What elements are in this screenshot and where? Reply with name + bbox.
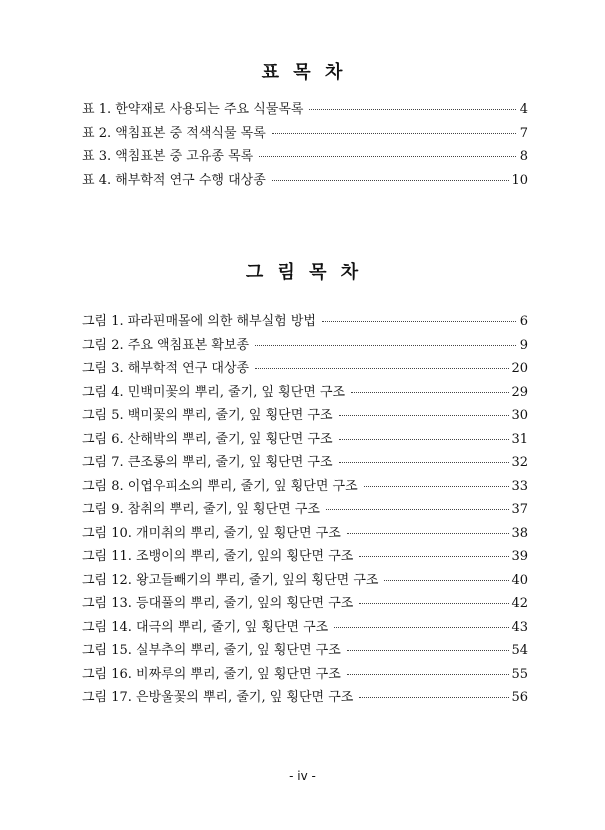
toc-entry-label: 그림 4. 민백미꽃의 뿌리, 줄기, 잎 횡단면 구조 bbox=[82, 384, 346, 400]
toc-entry-label: 표 3. 액침표본 중 고유종 목록 bbox=[82, 149, 254, 164]
toc-entry-label: 그림 3. 해부학적 연구 대상종 bbox=[82, 361, 250, 376]
figures-toc-list bbox=[82, 310, 528, 710]
toc-entry-figure-3[interactable] bbox=[82, 357, 528, 381]
toc-entry-label: 그림 12. 왕고들빼기의 뿌리, 줄기, 잎의 횡단면 구조 bbox=[82, 572, 379, 588]
toc-entry-page: 39 bbox=[511, 549, 528, 564]
toc-entry-page: 43 bbox=[511, 619, 528, 635]
dot-leader bbox=[255, 367, 509, 369]
toc-entry-table-2[interactable] bbox=[82, 122, 528, 146]
toc-entry-label: 그림 17. 은방울꽃의 뿌리, 줄기, 잎 횡단면 구조 bbox=[82, 690, 354, 705]
dot-leader bbox=[347, 673, 510, 675]
toc-entry-label: 그림 1. 파라핀매몰에 의한 해부실험 방법 bbox=[82, 314, 316, 329]
toc-entry-label: 그림 5. 백미꽃의 뿌리, 줄기, 잎 횡단면 구조 bbox=[82, 408, 333, 423]
toc-entry-figure-12[interactable] bbox=[82, 569, 528, 593]
dot-leader bbox=[347, 532, 510, 534]
toc-entry-page: 6 bbox=[519, 314, 528, 329]
dot-leader bbox=[322, 320, 516, 322]
dot-leader bbox=[326, 508, 509, 510]
toc-entry-figure-2[interactable] bbox=[82, 334, 528, 358]
dot-leader bbox=[334, 626, 509, 628]
dot-leader bbox=[272, 132, 516, 134]
dot-leader bbox=[259, 155, 516, 157]
toc-entry-page: 40 bbox=[511, 572, 528, 588]
toc-entry-page: 30 bbox=[511, 408, 528, 423]
figures-toc-heading: 그 림 목 차 bbox=[245, 262, 360, 283]
toc-entry-page: 33 bbox=[511, 478, 528, 494]
toc-entry-page: 55 bbox=[511, 666, 528, 682]
toc-entry-figure-10[interactable] bbox=[82, 522, 528, 546]
dot-leader bbox=[359, 602, 509, 604]
toc-entry-label: 그림 2. 주요 액침표본 확보종 bbox=[82, 337, 250, 353]
toc-entry-figure-15[interactable] bbox=[82, 639, 528, 663]
toc-entry-page: 8 bbox=[519, 149, 528, 164]
dot-leader bbox=[255, 344, 516, 346]
toc-entry-figure-7[interactable] bbox=[82, 451, 528, 475]
toc-entry-page: 54 bbox=[511, 643, 528, 658]
dot-leader bbox=[339, 414, 510, 416]
toc-entry-label: 그림 8. 이엽우피소의 뿌리, 줄기, 잎 횡단면 구조 bbox=[82, 478, 358, 494]
toc-entry-figure-16[interactable] bbox=[82, 663, 528, 687]
toc-entry-page: 56 bbox=[511, 690, 528, 705]
toc-entry-page: 37 bbox=[511, 502, 528, 517]
tables-toc-heading: 표 목 차 bbox=[261, 62, 344, 83]
tables-toc-list bbox=[82, 98, 528, 192]
dot-leader bbox=[339, 461, 510, 463]
page-number: - iv - bbox=[289, 769, 316, 783]
toc-entry-page: 4 bbox=[519, 102, 528, 117]
toc-entry-figure-4[interactable] bbox=[82, 381, 528, 405]
toc-entry-figure-6[interactable] bbox=[82, 428, 528, 452]
toc-entry-table-4[interactable] bbox=[82, 169, 528, 193]
toc-entry-table-3[interactable] bbox=[82, 145, 528, 169]
dot-leader bbox=[347, 649, 510, 651]
toc-entry-label: 그림 10. 개미취의 뿌리, 줄기, 잎 횡단면 구조 bbox=[82, 525, 341, 541]
toc-entry-label: 표 4. 해부학적 연구 수행 대상종 bbox=[82, 172, 266, 188]
toc-entry-page: 20 bbox=[511, 361, 528, 376]
toc-entry-figure-8[interactable] bbox=[82, 475, 528, 499]
dot-leader bbox=[351, 391, 509, 393]
dot-leader bbox=[359, 696, 509, 698]
toc-entry-label: 그림 13. 등대풀의 뿌리, 줄기, 잎의 횡단면 구조 bbox=[82, 596, 354, 611]
toc-entry-label: 그림 16. 비짜루의 뿌리, 줄기, 잎 횡단면 구조 bbox=[82, 666, 341, 682]
toc-entry-label: 그림 14. 대극의 뿌리, 줄기, 잎 횡단면 구조 bbox=[82, 619, 329, 635]
toc-entry-table-1[interactable] bbox=[82, 98, 528, 122]
toc-entry-label: 표 2. 액침표본 중 적색식물 목록 bbox=[82, 125, 266, 141]
toc-entry-label: 그림 11. 조뱅이의 뿌리, 줄기, 잎의 횡단면 구조 bbox=[82, 549, 354, 564]
dot-leader bbox=[364, 485, 510, 487]
dot-leader bbox=[339, 438, 510, 440]
toc-entry-page: 32 bbox=[511, 455, 528, 470]
dot-leader bbox=[384, 579, 509, 581]
dot-leader bbox=[272, 179, 510, 181]
toc-entry-figure-11[interactable] bbox=[82, 545, 528, 569]
toc-entry-page: 38 bbox=[511, 525, 528, 541]
toc-entry-figure-1[interactable] bbox=[82, 310, 528, 334]
toc-entry-figure-13[interactable] bbox=[82, 592, 528, 616]
toc-entry-figure-9[interactable] bbox=[82, 498, 528, 522]
toc-entry-figure-17[interactable] bbox=[82, 686, 528, 710]
toc-entry-figure-5[interactable] bbox=[82, 404, 528, 428]
toc-entry-label: 그림 9. 참취의 뿌리, 줄기, 잎 횡단면 구조 bbox=[82, 502, 320, 517]
toc-entry-label: 그림 7. 큰조롱의 뿌리, 줄기, 잎 횡단면 구조 bbox=[82, 455, 333, 470]
toc-entry-page: 9 bbox=[519, 337, 528, 353]
toc-entry-figure-14[interactable] bbox=[82, 616, 528, 640]
toc-entry-label: 그림 15. 실부추의 뿌리, 줄기, 잎 횡단면 구조 bbox=[82, 643, 341, 658]
toc-entry-page: 7 bbox=[519, 125, 528, 141]
toc-entry-label: 표 1. 한약재로 사용되는 주요 식물목록 bbox=[82, 102, 304, 117]
toc-entry-page: 31 bbox=[511, 431, 528, 447]
dot-leader bbox=[359, 555, 509, 557]
toc-entry-page: 42 bbox=[511, 596, 528, 611]
dot-leader bbox=[309, 108, 516, 110]
toc-entry-page: 10 bbox=[511, 172, 528, 188]
toc-entry-page: 29 bbox=[511, 384, 528, 400]
toc-entry-label: 그림 6. 산해박의 뿌리, 줄기, 잎 횡단면 구조 bbox=[82, 431, 333, 447]
